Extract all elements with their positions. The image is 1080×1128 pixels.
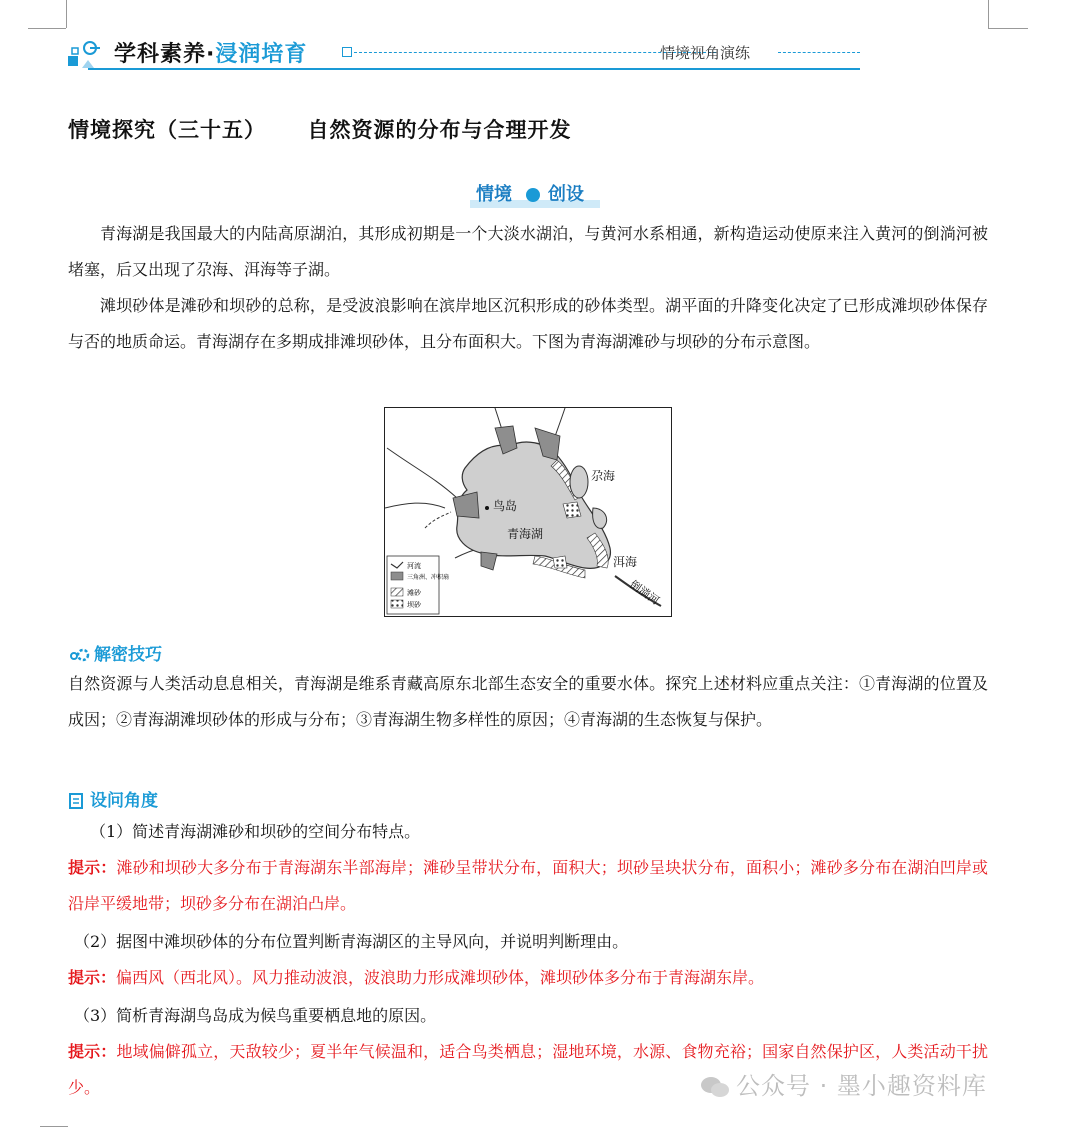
scenario-tag: [470, 178, 600, 210]
label-erhai: 洱海: [613, 555, 638, 569]
brand-highlight: 浸润培育: [215, 42, 308, 67]
legend-delta: 三角洲、冲积扇: [407, 574, 450, 581]
river-line: [385, 503, 445, 508]
delta: [453, 492, 479, 518]
label-gahai: 尕海: [591, 469, 616, 483]
qinghai-lake-map: [384, 407, 672, 617]
watermark-text: 公众号 · 墨小趣资料库: [736, 1072, 987, 1100]
legend-beach: 滩砂: [407, 589, 421, 597]
question-2: （2）据图中滩坝砂体的分布位置判断青海湖区的主导风向，并说明判断理由。: [74, 932, 629, 951]
label-river: 倒淌河: [627, 577, 662, 608]
header-square-icon: [342, 47, 352, 57]
crop-mark: [40, 1126, 68, 1127]
header-brand: [114, 37, 307, 68]
questions-heading: [68, 786, 158, 811]
hint-text: 滩砂和坝砂大多分布于青海湖东半部海岸；滩砂呈带状分布，面积大；坝砂呈块状分布，面积小；滩砂多分布在湖泊凹岸或沿岸平缓地带；坝砂多分布在湖泊凸岸。: [68, 858, 988, 913]
question-1: （1）简述青海湖滩砂和坝砂的空间分布特点。: [90, 822, 421, 841]
legend-beach-icon: [391, 588, 403, 596]
header-logo-icon: [66, 38, 108, 70]
hint-2: [68, 960, 988, 996]
hint-label: 提示：: [68, 858, 117, 877]
hint-label: 提示：: [68, 1042, 117, 1061]
tips-heading-text: 解密技巧: [94, 645, 162, 665]
page-title: 情境探究（三十五） 自然资源的分布与合理开发: [68, 117, 572, 142]
header-subtitle: 情境视角演练: [660, 44, 751, 62]
header-dashed-line: [778, 52, 860, 53]
label-lake: 青海湖: [507, 527, 544, 541]
legend-bar: 坝砂: [407, 601, 421, 609]
hint-1: [68, 850, 988, 922]
bird-island-dot: [485, 506, 489, 510]
bar-sand: [553, 556, 567, 568]
hint-label: 提示：: [68, 968, 117, 987]
legend-river: 河流: [407, 562, 421, 570]
questions-heading-text: 设问角度: [90, 791, 158, 811]
question-3: （3）简析青海湖鸟岛成为候鸟重要栖息地的原因。: [74, 1006, 437, 1025]
crop-mark: [66, 0, 67, 28]
tag-right: 创设: [548, 184, 584, 205]
paragraph-1: 青海湖是我国最大的内陆高原湖泊，其形成初期是一个大淡水湖泊，与黄河水系相通，新构造运动使原来注入黄河的倒淌河被堵塞，后又出现了尕海、洱海等子湖。: [68, 224, 988, 279]
label-island: 鸟岛: [493, 499, 518, 513]
crop-mark: [988, 0, 989, 28]
river-line: [425, 512, 451, 528]
page-header: [66, 34, 860, 74]
lake-shape: [457, 442, 611, 568]
paragraph-2: 滩坝砂体是滩砂和坝砂的总称，是受波浪影响在滨岸地区沉积形成的砂体类型。湖平面的升降变化决定了已形成滩坝砂体保存与否的地质命运。青海湖存在多期成排滩坝砂体，且分布面积大。下图为青海湖滩砂与坝砂的分布示意图。: [68, 296, 988, 351]
delta: [481, 552, 497, 570]
wechat-icon: [700, 1075, 730, 1099]
legend-bar-icon: [391, 600, 403, 608]
legend-delta-icon: [391, 572, 403, 580]
hint-text: 偏西风（西北风）。风力推动波浪，波浪助力形成滩坝砂体，滩坝砂体多分布于青海湖东岸。: [116, 968, 765, 987]
gahai-lake: [570, 466, 588, 498]
tips-text: 自然资源与人类活动息息相关，青海湖是维系青藏高原东北部生态安全的重要水体。探究上述材料应重点关注：①青海湖的位置及成因；②青海湖滩坝砂体的形成与分布；③青海湖生物多样性的原因；④青海湖的生态恢复与保护。: [68, 674, 988, 729]
river-line: [387, 448, 457, 498]
crop-mark: [988, 28, 1028, 29]
tag-dot-icon: [526, 188, 540, 202]
tag-left: 情境: [476, 184, 512, 205]
header-rule: [88, 68, 860, 70]
gear-icon: [68, 647, 90, 663]
crop-mark: [28, 28, 66, 29]
book-icon: [68, 792, 86, 810]
tips-heading: [68, 640, 162, 665]
watermark: [700, 1066, 987, 1101]
hint-text: 地域偏僻孤立，天敌较少；夏半年气候温和，适合鸟类栖息；湿地环境，水源、食物充裕；国家自然保护区，人类活动干扰少。: [68, 1042, 988, 1097]
map-svg: [385, 408, 671, 616]
brand-text: 学科素养·: [114, 42, 216, 67]
